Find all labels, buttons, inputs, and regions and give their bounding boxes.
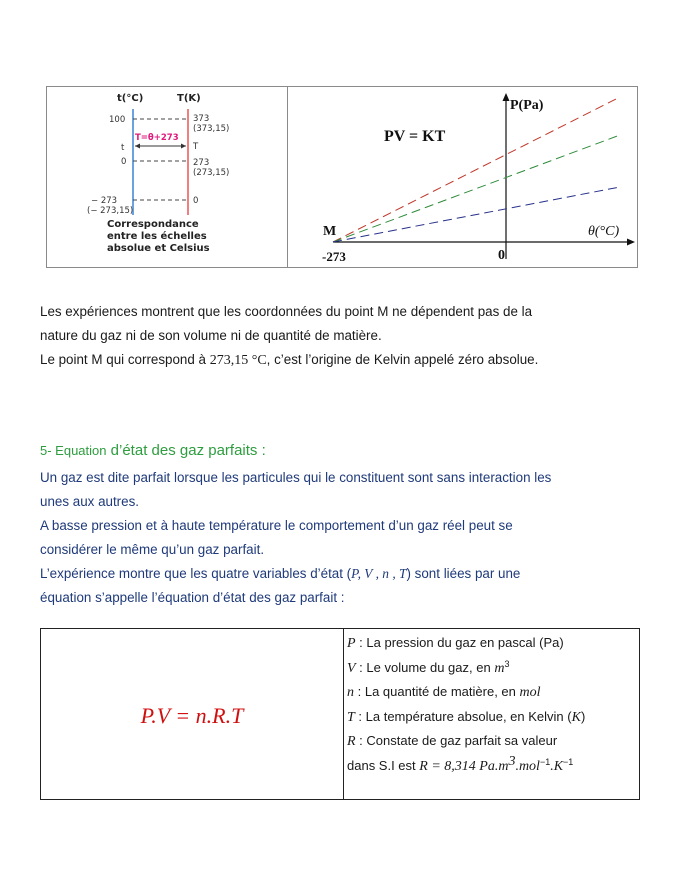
kelvin-273-15: (273,15) <box>193 168 230 178</box>
sym-r: R <box>347 734 356 749</box>
ideal-gas-formula: P.V = n.R.T <box>140 703 244 728</box>
sym-t: T <box>347 709 355 725</box>
paragraph-2-line-1: Un gaz est dite parfait lorsque les particules qui le constituent sont sans interaction les <box>40 470 552 485</box>
celsius-t: t <box>121 143 125 153</box>
r-mol: .mol <box>515 758 540 774</box>
p2-l5-text-b: ) sont liées par une <box>406 566 521 581</box>
sym-n: n <box>347 685 354 700</box>
x-axis-label: θ(°C) <box>588 224 620 239</box>
unit-mol: mol <box>519 685 541 700</box>
section-title: d’état des gaz parfaits : <box>106 442 266 459</box>
pressure-temperature-graph <box>288 87 637 267</box>
paragraph-1-line-2: nature du gaz ni de son volume ni de quantité de matière. <box>40 328 382 343</box>
paragraph-1-line-1: Les expériences montrent que les coordonnées du point M ne dépendent pas de la <box>40 304 533 319</box>
neg273-label: -273 <box>322 249 346 264</box>
series-line-green <box>333 135 620 242</box>
kelvin-373-15: (373,15) <box>193 124 230 134</box>
r-value: R = 8,314 Pa.m <box>419 758 509 774</box>
paragraph-2-line-2: unes aux autres. <box>40 494 140 509</box>
arrow-head-right <box>181 144 186 149</box>
r-k: .K <box>550 758 564 774</box>
y-axis-arrow <box>503 93 510 101</box>
def-amount <box>347 680 639 705</box>
caption-line-2: entre les échelles <box>107 231 207 242</box>
def-v-text: : Le volume du gaz, en <box>355 659 495 675</box>
def-pressure <box>347 631 639 656</box>
sym-p: P <box>347 636 356 651</box>
r-exp-3: −1 <box>563 756 574 767</box>
sym-v: V <box>347 660 356 676</box>
scale-correspondence-panel <box>47 87 288 267</box>
equation-cell <box>41 629 344 799</box>
def-temperature <box>347 705 639 730</box>
caption-line-3: absolue et Celsius <box>107 243 210 254</box>
y-axis-label: P(Pa) <box>510 98 544 113</box>
celsius-header: t(°C) <box>117 93 144 104</box>
figure <box>46 86 638 268</box>
state-variables: P, V , n , T <box>351 566 407 581</box>
def-r-line2-text: dans S.I est <box>347 757 420 773</box>
kelvin-T: T <box>193 142 199 152</box>
paragraph-2-line-5 <box>40 562 650 586</box>
origin-label: 0 <box>498 248 505 263</box>
def-p-text: : La pression du gaz en pascal (Pa) <box>355 635 564 650</box>
section-number: 5- Equation <box>40 443 107 458</box>
paragraph-2-line-4: considérer le même qu’un gaz parfait. <box>40 542 265 557</box>
arrow-head-left <box>135 144 140 149</box>
r-exp-2: −1 <box>539 756 551 767</box>
relation-label: T=θ+273 <box>135 133 179 143</box>
graph-formula: PV = KT <box>384 128 446 145</box>
caption-line-1: Correspondance <box>107 219 199 230</box>
celsius-0: 0 <box>121 157 127 167</box>
unit-m-exp: 3 <box>504 658 510 669</box>
x-axis-arrow <box>627 239 635 246</box>
unit-k: K <box>571 709 581 725</box>
def-t-close: ) <box>580 708 586 724</box>
p1-l3-text-a: Le point M qui correspond à <box>40 352 210 367</box>
def-t-text: : La température absolue, en Kelvin ( <box>354 708 572 724</box>
p1-l3-text-b: , c’est l’origine de Kelvin appelé zéro absolue. <box>266 352 539 367</box>
unit-m: m <box>494 660 505 676</box>
kelvin-0: 0 <box>193 196 199 206</box>
kelvin-header: T(K) <box>177 93 201 104</box>
def-constant <box>347 729 639 754</box>
celsius-neg273-15: (− 273,15) <box>87 206 134 216</box>
def-n-text: : La quantité de matière, en <box>354 684 520 699</box>
r-exp-1: 3 <box>508 753 516 769</box>
scale-diagram <box>47 87 287 267</box>
paragraph-2-line-3: A basse pression et à haute température le comportement d’un gaz réel peut se <box>40 518 513 533</box>
section-heading <box>40 442 266 459</box>
def-constant-value <box>347 754 639 779</box>
def-volume <box>347 656 639 681</box>
paragraph-2-line-6: équation s’appelle l’équation d’état des gaz parfait : <box>40 590 345 605</box>
equation-table <box>40 628 640 800</box>
celsius-neg273: − 273 <box>91 196 118 206</box>
series-line-red <box>333 97 620 242</box>
paragraph-1-line-3 <box>40 348 650 373</box>
celsius-100: 100 <box>109 115 126 125</box>
kelvin-373: 373 <box>193 114 210 124</box>
series-line-blue <box>333 187 620 242</box>
p2-l5-text-a: L’expérience montre que les quatre variables d’état ( <box>40 566 352 581</box>
definitions-cell <box>347 631 639 778</box>
def-r-text: : Constate de gaz parfait sa valeur <box>355 733 558 748</box>
zero-absolute-value: 273,15 °C <box>209 353 267 368</box>
kelvin-273: 273 <box>193 158 210 168</box>
point-m-label: M <box>323 224 337 239</box>
